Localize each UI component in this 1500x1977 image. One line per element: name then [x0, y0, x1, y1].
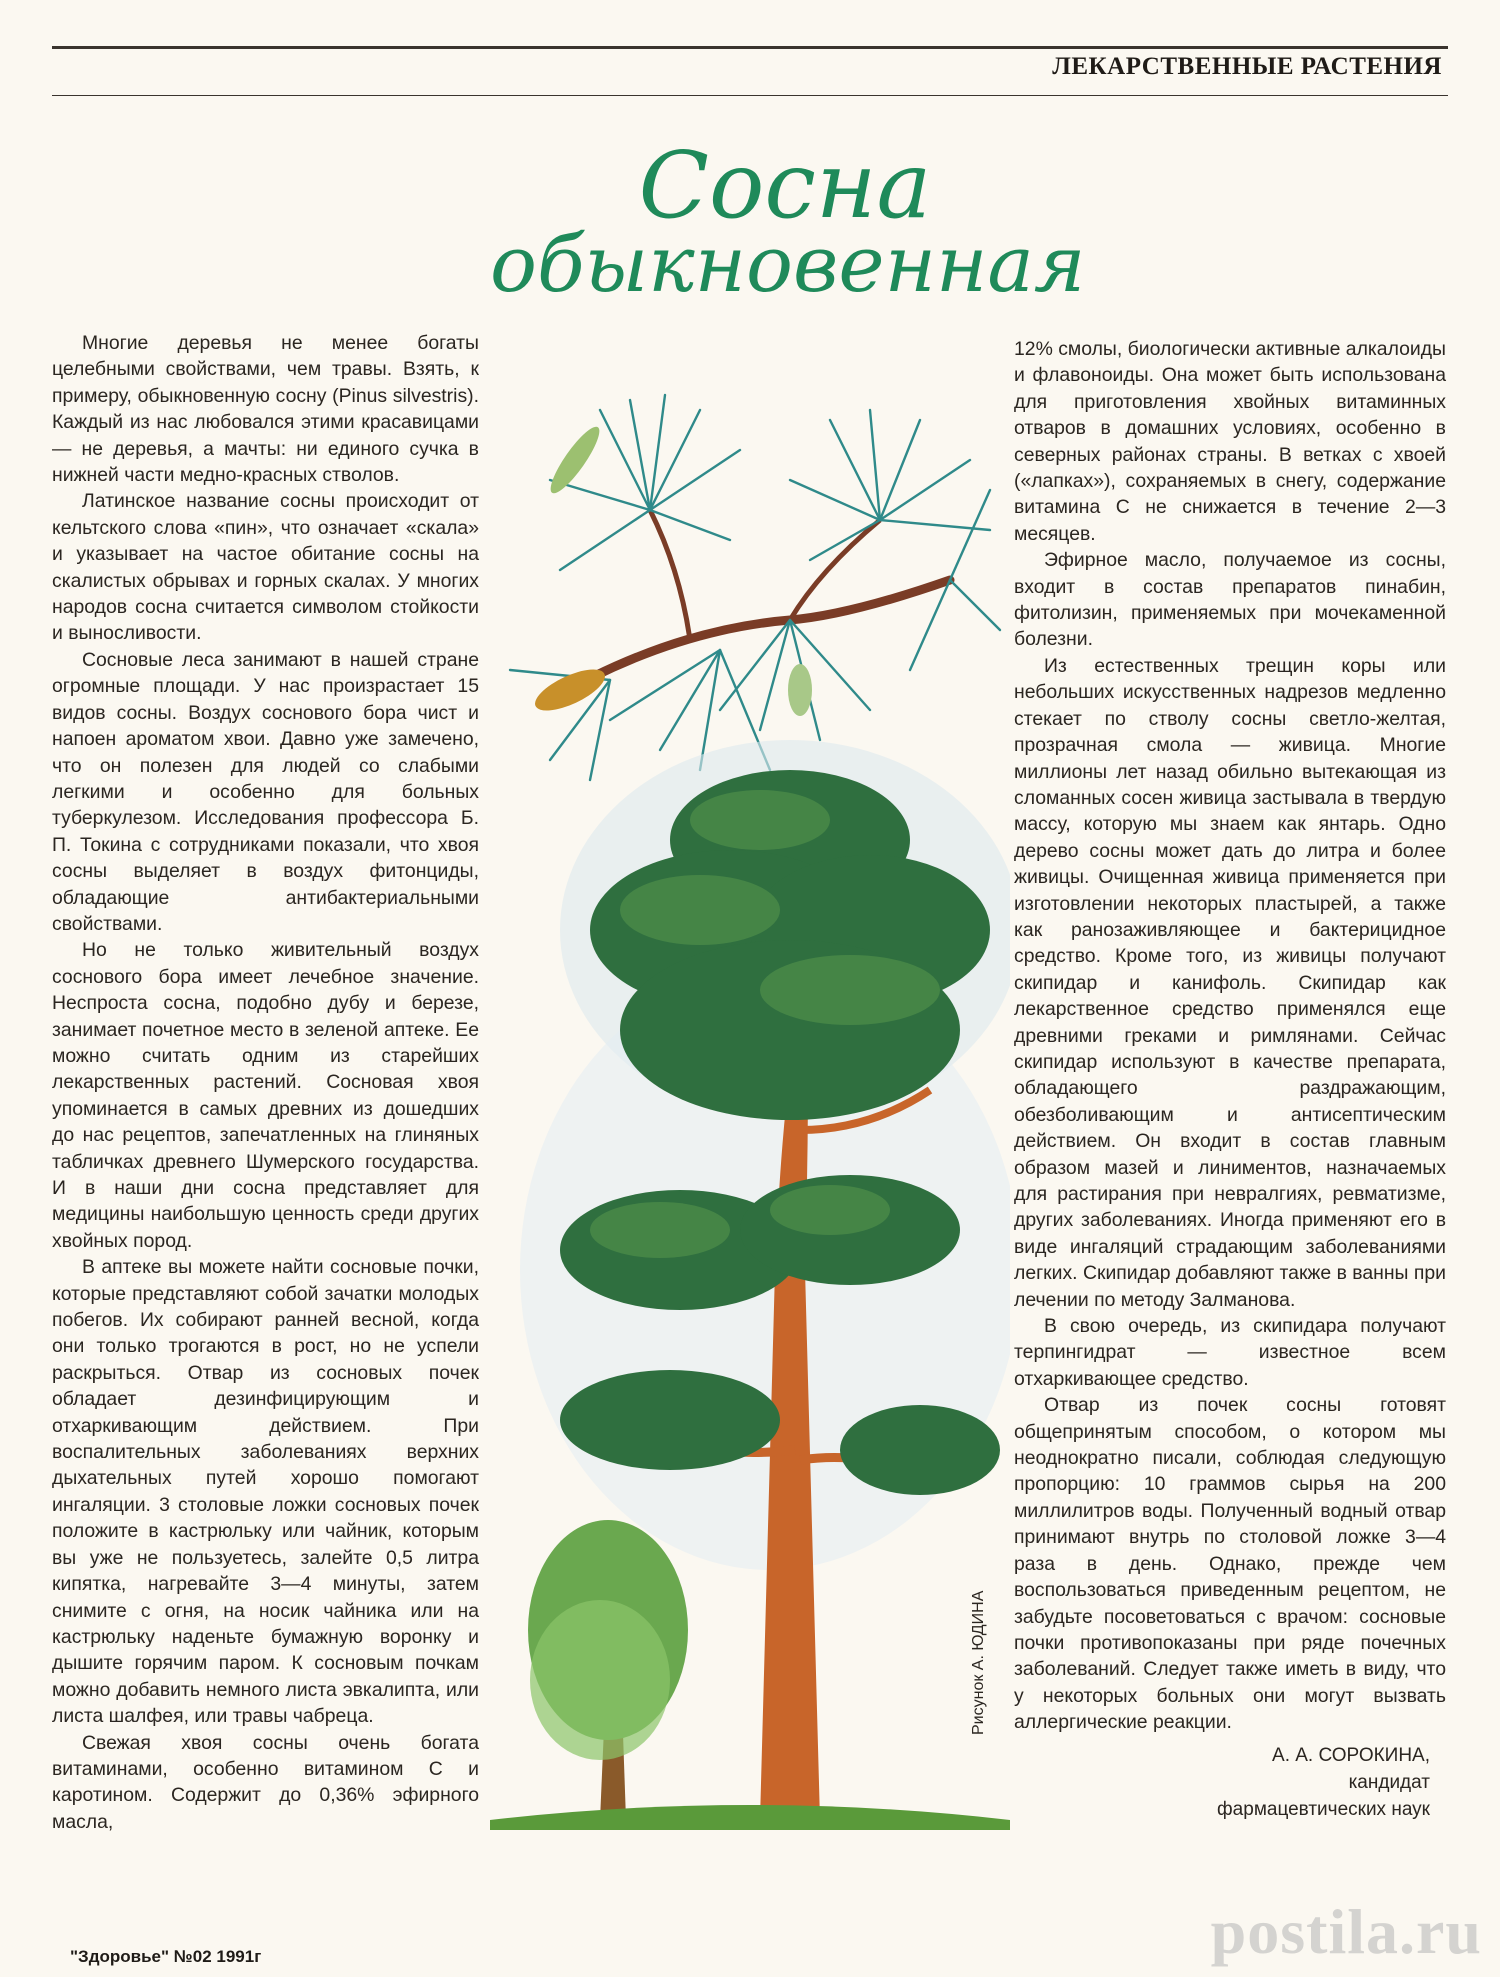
section-title: ЛЕКАРСТВЕННЫЕ РАСТЕНИЯ — [1052, 53, 1442, 80]
pine-illustration — [490, 370, 1010, 1830]
paragraph: Но не только живительный воздух соснового бора имеет лечебное значение. Неспроста сосна, подобно дубу и березе, занимает почетное место в зеленой аптеке. Ее можно считать одним из старейших лекарственных растений. Сосновая хвоя упоминается в самых древних из дошедших до нас рецептов, запечатленных на глиняных табличках древнего Шумерского государства. И в наши дни сосна представляет для медицины наибольшую ценность среди других хвойных пород. — [52, 939, 479, 1252]
paragraph: В свою очередь, из скипидара получают терпингидрат — известное всем отхаркивающее средство. — [1014, 1315, 1446, 1390]
paragraph: В аптеке вы можете найти сосновые почки, которые представляют собой зачатки молодых побегов. Их собирают ранней весной, когда они только трогаются в рост, но не успели раскрыться. Отвар из сосновых почек обладает дезинфицирующим и отхаркивающим действием. При воспалительных заболеваниях верхних дыхательных путей хорошо помогают ингаляции. 3 столовые ложки сосновых почек положите в кастрюльку или чайник, которым вы уже не пользуетесь, залейте 0,5 литра кипятка, нагревайте 3—4 минуты, затем снимите с огня, на носик чайника или на кастрюльку наденьте бумажную воронку и дышите горячим паром. К сосновым почкам можно добавить немного листа эвкалипта, или листа шалфея, или травы чабреца. — [52, 1256, 479, 1728]
article-title-line1: Сосна — [638, 132, 932, 239]
source-caption: "Здоровье" №02 1991г — [70, 1947, 262, 1966]
paragraph: Сосновые леса занимают в нашей стране огромные площади. У нас произрастает 15 видов сосны. Воздух соснового бора чист и напоен ароматом хвои. Давно уже замечено, что он полезен для людей со слабыми легкими и особенно для больных туберкулезом. Исследования профессора Б. П. Токина с сотрудниками показали, что хвоя сосны выделяет в воздух фитонциды, обладающие антибактериальными свойствами. — [52, 648, 479, 935]
paragraph: Отвар из почек сосны готовят общепринятым способом, о котором мы неоднократно писали, соблюдая следующую пропорцию: 10 граммов сырья на 200 миллилитров воды. Полученный водный отвар принимают внутрь по столовой ложке 3—4 раза в день. Однако, прежде чем воспользоваться приведенным рецептом, не забудьте посоветоваться с врачом: сосновые почки противопоказаны при ряде почечных заболеваний. Следует также иметь в виду, что у некоторых больных они могут вызвать аллергические реакции. — [1014, 1394, 1446, 1734]
author-degree: кандидат — [1348, 1772, 1430, 1793]
paragraph: Эфирное масло, получаемое из сосны, входит в состав препаратов пинабин, фитолизин, применяемых при мочекаменной болезни. — [1014, 549, 1446, 651]
article-title — [490, 132, 1086, 310]
author-name: А. А. СОРОКИНА, — [1272, 1745, 1430, 1766]
paragraph: Латинское название сосны происходит от кельтского слова «пин», что означает «скала» и указывает на частое обитание сосны на скалистых обрывах и горных скалах. У многих народов сосна считается символом стойкости и выносливости. — [52, 490, 479, 645]
pine-branch-drawing — [510, 395, 1000, 780]
left-text-column — [52, 330, 479, 1835]
paragraph: Из естественных трещин коры или небольших искусственных надрезов медленно стекает по стволу сосны светло-желтая, прозрачная смола — живица. Многие миллионы лет назад обильно вытекающая из сломанных сосен живица застывала в твердую массу, которую мы знаем как янтарь. Одно дерево сосны может дать до литра и более живицы. Очищенная живица применяется при изготовлении некоторых пластырей, а также как ранозаживляющее и бактерицидное средство. Кроме того, из живицы получают скипидар и канифоль. Скипидар как лекарственное средство применялся еще древними греками и римлянами. Сейчас скипидар используют в качестве препарата, обладающего раздражающим, обезболивающим и антисептическим действием. Он входит в состав главным образом мазей и линиментов, назначаемых для растирания при невралгиях, ревматизме, других заболеваниях. Иногда применяют его в виде ингаляций страдающим заболеваниями легких. Скипидар добавляют также в ванны при лечении по методу Залманова. — [1014, 654, 1446, 1311]
pine-tree-drawing — [490, 740, 1010, 1830]
illustration-credit: Рисунок А. ЮДИНА — [970, 1590, 987, 1735]
author-signature — [1217, 1742, 1430, 1823]
article-title-line2: обыкновенная — [490, 220, 1086, 310]
paragraph: Многие деревья не менее богаты целебными свойствами, чем травы. Взять, к примеру, обыкновенную сосну (Pinus silvestris). Каждый из нас любовался этими красавицами — не деревья, а мачты: ни единого сучка в нижней части медно-красных стволов. — [52, 332, 479, 487]
paragraph: Свежая хвоя сосны очень богата витаминами, особенно витамином С и каротином. Содержит до 0,36% эфирного масла, — [52, 1731, 479, 1833]
author-field: фармацевтических наук — [1217, 1799, 1430, 1820]
right-text-column — [1014, 336, 1446, 1736]
paragraph: 12% смолы, биологически активные алкалоиды и флавоноиды. Она может быть использована для приготовления хвойных витаминных отваров в домашних условиях, особенно в северных районах страны. В ветках с хвоей («лапках»), сохраняемых в снегу, содержание витамина С не снижается в течение 2—3 месяцев. — [1014, 338, 1446, 545]
section-header-band — [52, 46, 1448, 96]
watermark: postila.ru — [1210, 1896, 1482, 1967]
